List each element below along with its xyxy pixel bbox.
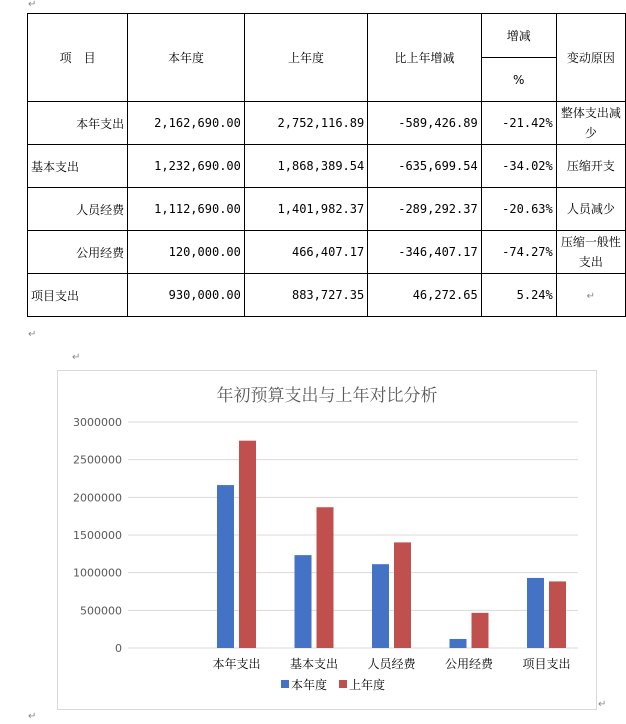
bar-previous-year	[317, 507, 334, 648]
row-diff: 46,272.65	[368, 274, 482, 317]
x-tick-label: 公用经费	[444, 657, 494, 671]
row-item: 基本支出	[28, 145, 128, 188]
bar-current-year	[372, 564, 389, 648]
y-tick-label: 2000000	[73, 491, 122, 505]
x-tick-label: 基本支出	[289, 657, 339, 671]
row-reason	[556, 274, 625, 317]
y-tick-label: 1500000	[73, 529, 122, 542]
paragraph-mark: ↵	[28, 329, 37, 340]
bar-previous-year	[394, 542, 411, 648]
bar-previous-year	[239, 441, 256, 648]
table-header-row	[28, 14, 626, 58]
row-current: 1,232,690.00	[128, 145, 245, 188]
y-tick-label: 1000000	[73, 566, 122, 580]
paragraph-mark: ↵	[28, 0, 37, 10]
row-pct: -21.42%	[481, 102, 556, 145]
row-previous: 1,868,389.54	[244, 145, 367, 188]
paragraph-mark: ↵	[28, 711, 37, 722]
row-reason: 整体支出减少	[556, 102, 625, 145]
bar-current-year	[295, 555, 312, 648]
header-change: 增减	[481, 14, 556, 58]
row-previous: 2,752,116.89	[244, 102, 367, 145]
row-pct: -34.02%	[481, 145, 556, 188]
chart-frame	[57, 370, 597, 710]
x-tick-label: 本年支出	[212, 657, 261, 671]
budget-comparison-table	[27, 13, 626, 317]
paragraph-mark: ↵	[72, 352, 81, 363]
table-row	[28, 274, 626, 317]
header-previous-year: 上年度	[244, 14, 367, 102]
row-diff: -635,699.54	[368, 145, 482, 188]
row-pct: -20.63%	[481, 188, 556, 231]
row-current: 1,112,690.00	[128, 188, 245, 231]
table-row	[28, 188, 626, 231]
row-previous: 466,407.17	[244, 231, 367, 274]
row-reason: 压缩开支	[556, 145, 625, 188]
row-reason: 压缩一般性支出	[556, 231, 625, 274]
row-diff: -346,407.17	[368, 231, 482, 274]
row-previous: 883,727.35	[244, 274, 367, 317]
row-current: 930,000.00	[128, 274, 245, 317]
row-pct: -74.27%	[481, 231, 556, 274]
row-pct: 5.24%	[481, 274, 556, 317]
paragraph-mark: ↵	[598, 699, 607, 710]
header-diff: 比上年增减	[368, 14, 482, 102]
bar-current-year	[527, 578, 544, 648]
table-row	[28, 102, 626, 145]
row-current: 2,162,690.00	[128, 102, 245, 145]
bar-current-year	[217, 485, 234, 648]
bar-current-year	[450, 639, 467, 648]
bar-previous-year	[549, 581, 566, 648]
x-tick-label: 人员经费	[367, 657, 416, 671]
legend-swatch	[339, 680, 347, 688]
y-tick-label: 3000000	[73, 416, 122, 429]
table-row	[28, 231, 626, 274]
y-tick-label: 2500000	[73, 453, 122, 467]
table-row	[28, 145, 626, 188]
header-item: 项 目	[28, 14, 128, 102]
bar-previous-year	[472, 613, 489, 648]
header-reason: 变动原因	[556, 14, 625, 102]
bar-chart	[58, 371, 596, 709]
header-change-unit: %	[481, 58, 556, 102]
row-current: 120,000.00	[128, 231, 245, 274]
legend-label: 本年度	[291, 678, 328, 692]
row-diff: -289,292.37	[368, 188, 482, 231]
row-previous: 1,401,982.37	[244, 188, 367, 231]
y-tick-label: 500000	[80, 604, 122, 618]
legend-swatch	[281, 680, 289, 688]
row-item: 本年支出	[28, 102, 128, 145]
row-diff: -589,426.89	[368, 102, 482, 145]
row-reason: 人员减少	[556, 188, 625, 231]
chart-title: 年初预算支出与上年对比分析	[216, 386, 438, 406]
row-item: 人员经费	[28, 188, 128, 231]
x-tick-label: 项目支出	[522, 657, 571, 671]
row-item: 项目支出	[28, 274, 128, 317]
header-current-year: 本年度	[128, 14, 245, 102]
paragraph-mark: ↵	[586, 291, 596, 302]
legend-label: 上年度	[349, 678, 386, 692]
y-tick-label: 0	[115, 642, 122, 655]
row-item: 公用经费	[28, 231, 128, 274]
